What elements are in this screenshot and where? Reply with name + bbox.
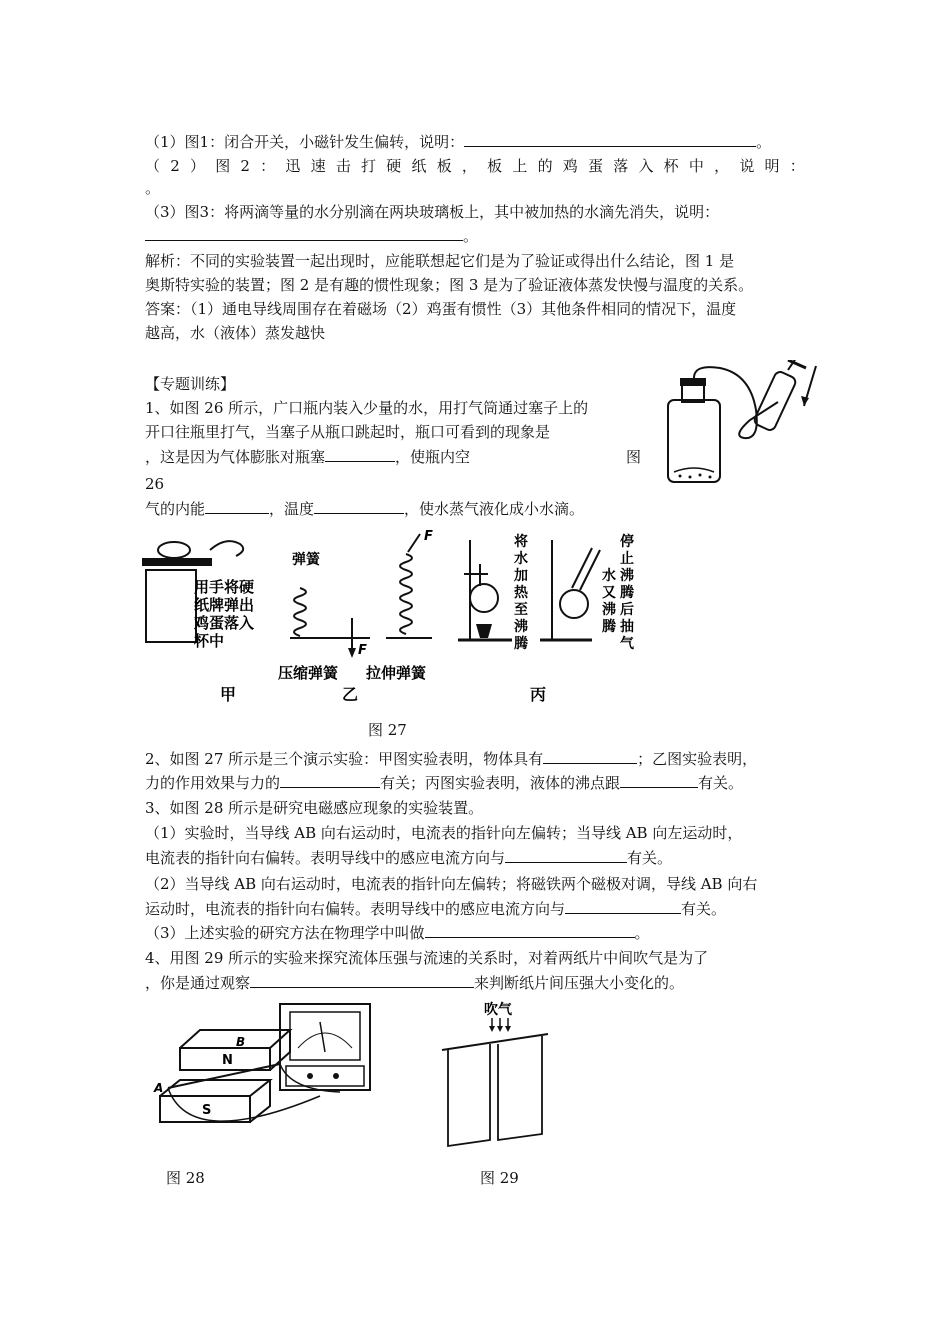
pole-s: S [202, 1103, 212, 1118]
intro-line-2-char: ： [260, 157, 276, 175]
answer-blank[interactable] [325, 445, 395, 462]
answer-blank[interactable] [505, 846, 627, 863]
intro-line-2-char: 硬 [386, 157, 402, 175]
intro-line-2-char: 纸 [411, 157, 427, 175]
intro-line-2-char: 板 [436, 157, 452, 175]
stopper [680, 378, 706, 386]
flask-left [470, 584, 498, 612]
answer-blank[interactable] [205, 497, 269, 514]
answer-blank[interactable] [620, 771, 698, 788]
stop-text-6: 抽 [620, 619, 634, 635]
syringe [572, 548, 592, 588]
answer-blank[interactable] [314, 497, 404, 514]
jia-text-1: 用手将硬 [194, 578, 255, 596]
q4-line-1: 4、用图 29 所示的实验来探究流体压强与流速的关系时，对着两纸片中间吹气是为了 [145, 949, 709, 967]
intro-line-2-char: ， [461, 157, 477, 175]
q3-line-2: （1）实验时，当导线 AB 向右运动时，电流表的指针向左偏转；当导线 AB 向左运动时， [145, 824, 743, 842]
fig27-caption: 图 27 [368, 721, 407, 739]
intro-line-2-char: 蛋 [588, 157, 604, 175]
q1-line-4: 26 [145, 475, 165, 493]
force-label-2: F [424, 529, 433, 544]
heat-text-3: 加 [514, 568, 528, 584]
force-label-1: F [358, 643, 367, 658]
stretched-spring [400, 554, 412, 634]
stop-text-1: 停 [620, 534, 634, 550]
compress-label: 压缩弹簧 [278, 664, 339, 682]
label-jia: 甲 [220, 685, 237, 704]
label-bing: 丙 [530, 685, 547, 704]
answer-blank[interactable] [565, 897, 681, 914]
jia-text-2: 纸牌弹出 [194, 596, 255, 614]
analysis-line-1: 解析：不同的实验装置一起出现时，应能联想起它们是为了验证或得出什么结论，图 1 是 [145, 252, 735, 270]
fig28-caption: 图 28 [166, 1169, 205, 1187]
stop-text-2: 止 [620, 551, 634, 567]
q3-line-1: 3、如图 28 所示是研究电磁感应现象的实验装置。 [145, 799, 484, 817]
rod [442, 1034, 548, 1050]
heat-text-6: 沸 [514, 619, 528, 635]
answer-blank[interactable] [250, 971, 474, 988]
stop-text-7: 气 [620, 636, 634, 652]
flask-right [560, 590, 588, 618]
answer-blank[interactable] [464, 130, 756, 147]
intro-line-2-char: 中 [688, 157, 704, 175]
stop-text-3: 沸 [620, 568, 634, 584]
needle [320, 1022, 325, 1052]
stop2-text-1: 水 [602, 568, 616, 584]
galvanometer [280, 1004, 370, 1090]
answer-blank[interactable] [543, 747, 637, 764]
stop2-text-4: 腾 [602, 619, 616, 635]
q1-line-1: 1、如图 26 所示，广口瓶内装入少量的水，用打气筒通过塞子上的 [145, 399, 589, 417]
blow-label: 吹气 [484, 1002, 512, 1018]
compressed-spring [294, 588, 306, 636]
figure-26 [660, 360, 830, 490]
label-yi: 乙 [342, 685, 359, 704]
analysis-line-2: 奥斯特实验的装置；图 2 是有趣的惯性现象；图 3 是为了验证液体蒸发快慢与温度的关系。 [145, 276, 754, 294]
figure-28 [150, 1000, 380, 1160]
heat-text-1: 将 [514, 534, 528, 550]
intro-line-2-char: ） [189, 157, 205, 175]
fig27-bing [458, 533, 635, 704]
pole-n: N [222, 1053, 233, 1068]
intro-line-2-char: 速 [310, 157, 326, 175]
answer-blank[interactable] [425, 921, 635, 938]
fig27-jia [142, 541, 254, 704]
intro-line-2-char: 说 [739, 157, 755, 175]
bottle [668, 400, 720, 482]
answer-line-1: 答案：（1）通电导线周围存在着磁场（2）鸡蛋有惯性（3）其他条件相同的情况下，温度 [145, 300, 737, 318]
q3-line-3: 电流表的指针向右偏转。表明导线中的感应电流方向与 有关。 [145, 846, 672, 870]
intro-line-2-char: 入 [638, 157, 654, 175]
egg [158, 542, 190, 558]
intro-line-2-char: 落 [613, 157, 629, 175]
heat-text-5: 至 [514, 602, 528, 618]
intro-line-2-char: 2 [170, 157, 180, 175]
intro-line-2-char: 打 [361, 157, 377, 175]
q3-line-5: 运动时，电流表的指针向右偏转。表明导线中的感应电流方向与 有关。 [145, 897, 726, 921]
q4-line-2: ，你是通过观察 来判断纸片间压强大小变化的。 [145, 971, 684, 995]
intro-line-2-char: ， [714, 157, 730, 175]
figure-27 [140, 528, 660, 708]
heat-text-7: 腾 [514, 636, 528, 652]
intro-line-1: （1）图1：闭合开关，小磁针发生偏转，说明： 。 [145, 130, 771, 154]
intro-line-2-char: （ [145, 157, 161, 175]
figure-29 [436, 1000, 566, 1160]
pump-barrel [753, 370, 797, 432]
cardboard [142, 558, 212, 566]
intro-line-2-char: 明 [764, 157, 780, 175]
intro-line-2-char: ： [789, 157, 805, 175]
force-arrow-up [408, 534, 420, 552]
intro-line-2b: 。 [145, 179, 161, 197]
spring-label: 弹簧 [292, 552, 320, 568]
stop2-text-3: 沸 [602, 602, 616, 618]
intro-line-2-char: 图 [215, 157, 231, 175]
q3-line-4: （2）当导线 AB 向右运动时，电流表的指针向左偏转；将磁铁两个磁极对调，导线 AB 向右 [145, 875, 758, 893]
intro-line-2-char: 杯 [663, 157, 679, 175]
answer-line-2: 越高，水（液体）蒸发越快 [145, 324, 326, 342]
q3-line-6: （3）上述实验的研究方法在物理学中叫做 。 [145, 921, 650, 945]
paper-left [448, 1044, 490, 1146]
stop-text-5: 后 [620, 602, 634, 618]
intro-line-2 [145, 154, 805, 178]
q2-line-2: 力的作用效果与力的 有关；丙图实验表明，液体的沸点跟 有关。 [145, 771, 743, 795]
q1-line-5: 气的内能 ，温度 ，使水蒸气液化成小水滴。 [145, 497, 584, 521]
stretch-label: 拉伸弹簧 [366, 664, 427, 682]
intro-line-2-char: 2 [240, 157, 250, 175]
intro-line-2-char: 板 [487, 157, 503, 175]
intro-line-2-char: 的 [537, 157, 553, 175]
stop-text-4: 腾 [620, 585, 634, 601]
intro-line-2-char: 上 [512, 157, 528, 175]
q1-line-3: ，这是因为气体膨胀对瓶塞 ，使瓶内空 [145, 445, 470, 469]
stop2-text-2: 又 [602, 585, 616, 601]
hand [210, 541, 243, 556]
fig26-label: 图 [626, 448, 642, 466]
q2-line-1: 2、如图 27 所示是三个演示实验：甲图实验表明，物体具有 ；乙图实验表明， [145, 747, 757, 771]
fig29-caption: 图 29 [480, 1169, 519, 1187]
intro-line-3: （3）图3：将两滴等量的水分别滴在两块玻璃板上，其中被加热的水滴先消失，说明： [145, 203, 720, 221]
training-heading: 【专题训练】 [145, 375, 236, 393]
burner [476, 624, 492, 638]
intro-line-2-char: 迅 [285, 157, 301, 175]
answer-blank[interactable] [145, 224, 463, 241]
intro-line-3b: 。 [145, 224, 478, 248]
label-a: A [154, 1081, 164, 1095]
heat-text-2: 水 [514, 551, 528, 567]
cup [146, 570, 196, 642]
intro-line-2-char: 鸡 [562, 157, 578, 175]
paper-right [498, 1036, 542, 1140]
intro-line-2-char: 击 [335, 157, 351, 175]
water-surface [674, 468, 714, 472]
heat-text-4: 热 [514, 585, 528, 601]
fig27-yi [278, 529, 433, 704]
jia-text-3: 鸡蛋落入 [194, 614, 255, 632]
q1-line-2: 开口往瓶里打气，当塞子从瓶口跳起时，瓶口可看到的现象是 [145, 423, 551, 441]
label-b: B [236, 1035, 246, 1049]
answer-blank[interactable] [280, 771, 380, 788]
jia-text-4: 杯中 [194, 632, 225, 650]
